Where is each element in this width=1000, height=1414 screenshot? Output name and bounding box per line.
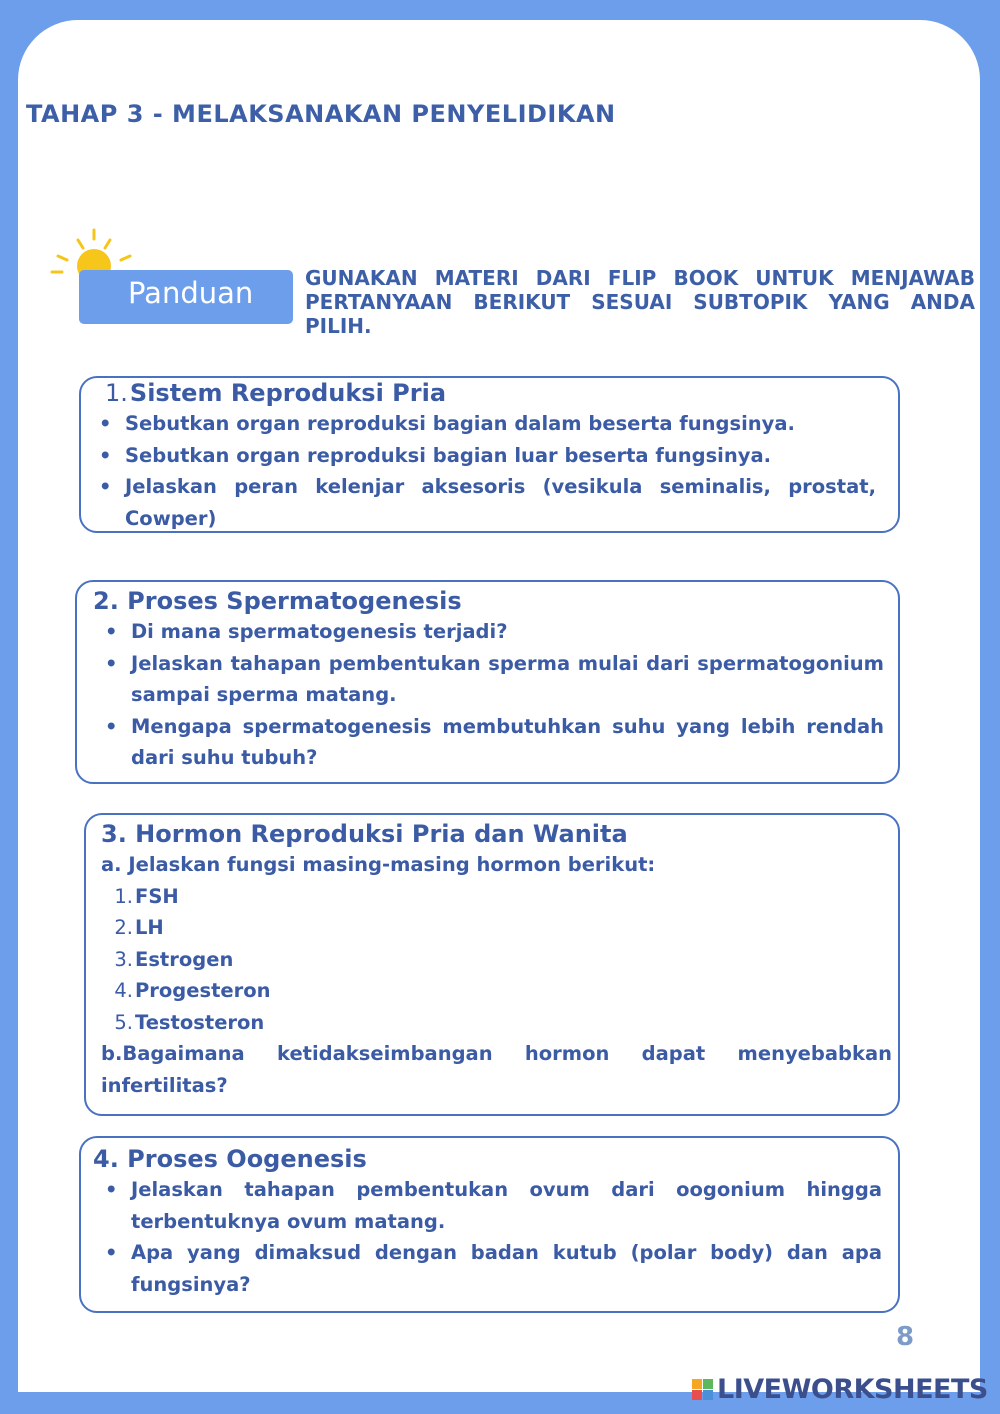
section-4-card: [79, 1136, 900, 1313]
section-1-card: [79, 376, 900, 533]
hormone-item: 4. Progesteron: [114, 979, 271, 1002]
section-1-question: • Sebutkan organ reproduksi bagian luar beserta fungsinya.: [99, 440, 876, 472]
section-2-card: [75, 580, 900, 784]
section-1-title: 1.Sistem Reproduksi Pria: [105, 379, 447, 407]
section-1-question: • Sebutkan organ reproduksi bagian dalam beserta fungsinya.: [99, 408, 876, 440]
hormone-item: 2. LH: [114, 916, 164, 939]
liveworksheets-logo[interactable]: [692, 1372, 988, 1406]
section-3-question-b: b.Bagaimana ketidakseimbangan hormon dapat menyebabkan infertilitas?: [101, 1042, 892, 1097]
section-1-question: • Jelaskan peran kelenjar aksesoris (vesikula seminalis, prostat, Cowper): [99, 471, 876, 534]
section-4-title: 4. Proses Oogenesis: [93, 1145, 367, 1173]
section-4-question: • Jelaskan tahapan pembentukan ovum dari oogonium hingga terbentuknya ovum matang.: [105, 1174, 882, 1237]
hormone-item: 3. Estrogen: [114, 947, 234, 971]
section-3-title: 3. Hormon Reproduksi Pria dan Wanita: [101, 820, 628, 848]
section-2-question: • Mengapa spermatogenesis membutuhkan suhu yang lebih rendah dari suhu tubuh?: [105, 711, 884, 774]
section-2-title: 2. Proses Spermatogenesis: [93, 587, 462, 615]
section-3-question-a: a. Jelaskan fungsi masing-masing hormon berikut:: [101, 853, 656, 876]
section-3-card: [84, 813, 900, 1116]
section-4-question: • Apa yang dimaksud dengan badan kutub (polar body) dan apa fungsinya?: [105, 1237, 882, 1300]
section-2-question: • Di mana spermatogenesis terjadi?: [105, 616, 884, 648]
guide-badge: Panduan: [79, 270, 293, 324]
brand-name: LIVEWORKSHEETS: [717, 1373, 988, 1405]
section-2-question: • Jelaskan tahapan pembentukan sperma mulai dari spermatogonium sampai sperma matang.: [105, 648, 884, 711]
hormone-item: 1. FSH: [114, 884, 179, 908]
hormone-item: 5. Testosteron: [114, 1010, 265, 1034]
page-title: TAHAP 3 - MELAKSANAKAN PENYELIDIKAN: [26, 100, 616, 128]
guide-instructions: GUNAKAN MATERI DARI FLIP BOOK UNTUK MENJAWAB PERTANYAAN BERIKUT SESUAI SUBTOPIK YANG ANDA PILIH.: [305, 266, 975, 338]
page-number: 8: [896, 1322, 915, 1352]
liveworksheets-logo-icon: [692, 1379, 713, 1400]
